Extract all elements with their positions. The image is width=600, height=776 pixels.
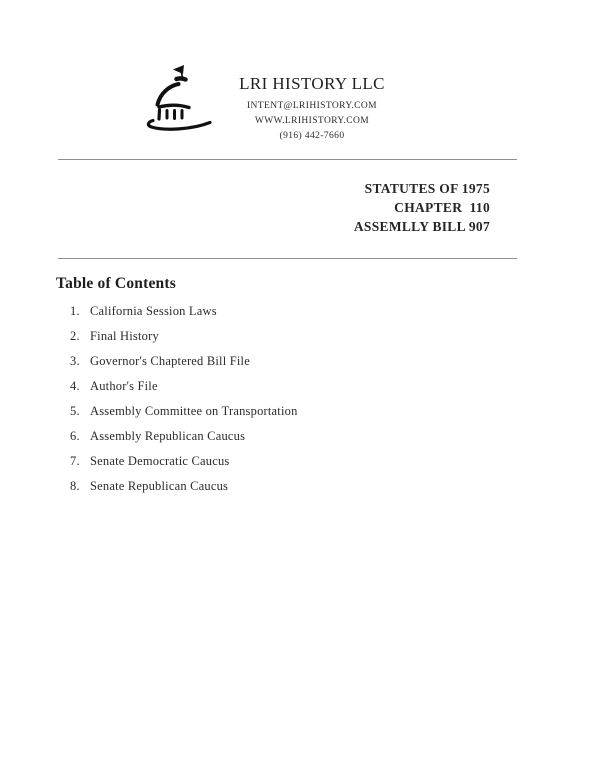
toc-item-number: 2.	[70, 329, 80, 343]
phone-text: (916) 442-7660	[279, 131, 345, 141]
toc-item-label: Final History	[90, 329, 159, 343]
toc-item-label: Senate Republican Caucus	[90, 479, 229, 493]
chapter-line: CHAPTER 110	[394, 200, 490, 215]
statutes-line: STATUTES OF 1975	[364, 181, 490, 196]
toc-item-number: 5.	[70, 404, 80, 418]
toc-item-label: Assembly Committee on Transportation	[90, 404, 298, 418]
document-reference	[190, 179, 490, 236]
toc-item	[70, 454, 298, 479]
toc-item	[70, 304, 298, 329]
toc-item	[70, 379, 298, 404]
toc-item	[70, 404, 298, 429]
toc-item	[70, 429, 298, 454]
toc-item-number: 3.	[70, 354, 80, 368]
toc-item	[70, 354, 298, 379]
toc-list	[70, 304, 298, 504]
toc-item-number: 7.	[70, 454, 80, 468]
email-text: INTENT@LRIHISTORY.COM	[246, 101, 377, 111]
website-text: WWW.LRIHISTORY.COM	[254, 116, 370, 126]
toc-item	[70, 329, 298, 354]
divider-bottom	[58, 258, 517, 259]
toc-item-number: 8.	[70, 479, 80, 493]
bill-line: ASSEMLLY BILL 907	[353, 219, 490, 234]
toc-title: Table of Contents	[56, 275, 176, 292]
toc-item-number: 6.	[70, 429, 80, 443]
toc-item-label: Assembly Republican Caucus	[90, 429, 246, 443]
toc-item-label: Senate Democratic Caucus	[90, 454, 230, 468]
company-name: LRI HISTORY LLC	[239, 74, 385, 93]
toc-item-number: 1.	[70, 304, 80, 318]
toc-item-number: 4.	[70, 379, 80, 393]
letterhead	[222, 74, 402, 144]
toc-item-label: Author's File	[90, 379, 158, 393]
divider-top	[58, 159, 517, 160]
toc-item	[70, 479, 298, 504]
capitol-dome-icon	[140, 60, 220, 140]
toc-item-label: Governor's Chaptered Bill File	[90, 354, 250, 368]
toc-item-label: California Session Laws	[90, 304, 217, 318]
